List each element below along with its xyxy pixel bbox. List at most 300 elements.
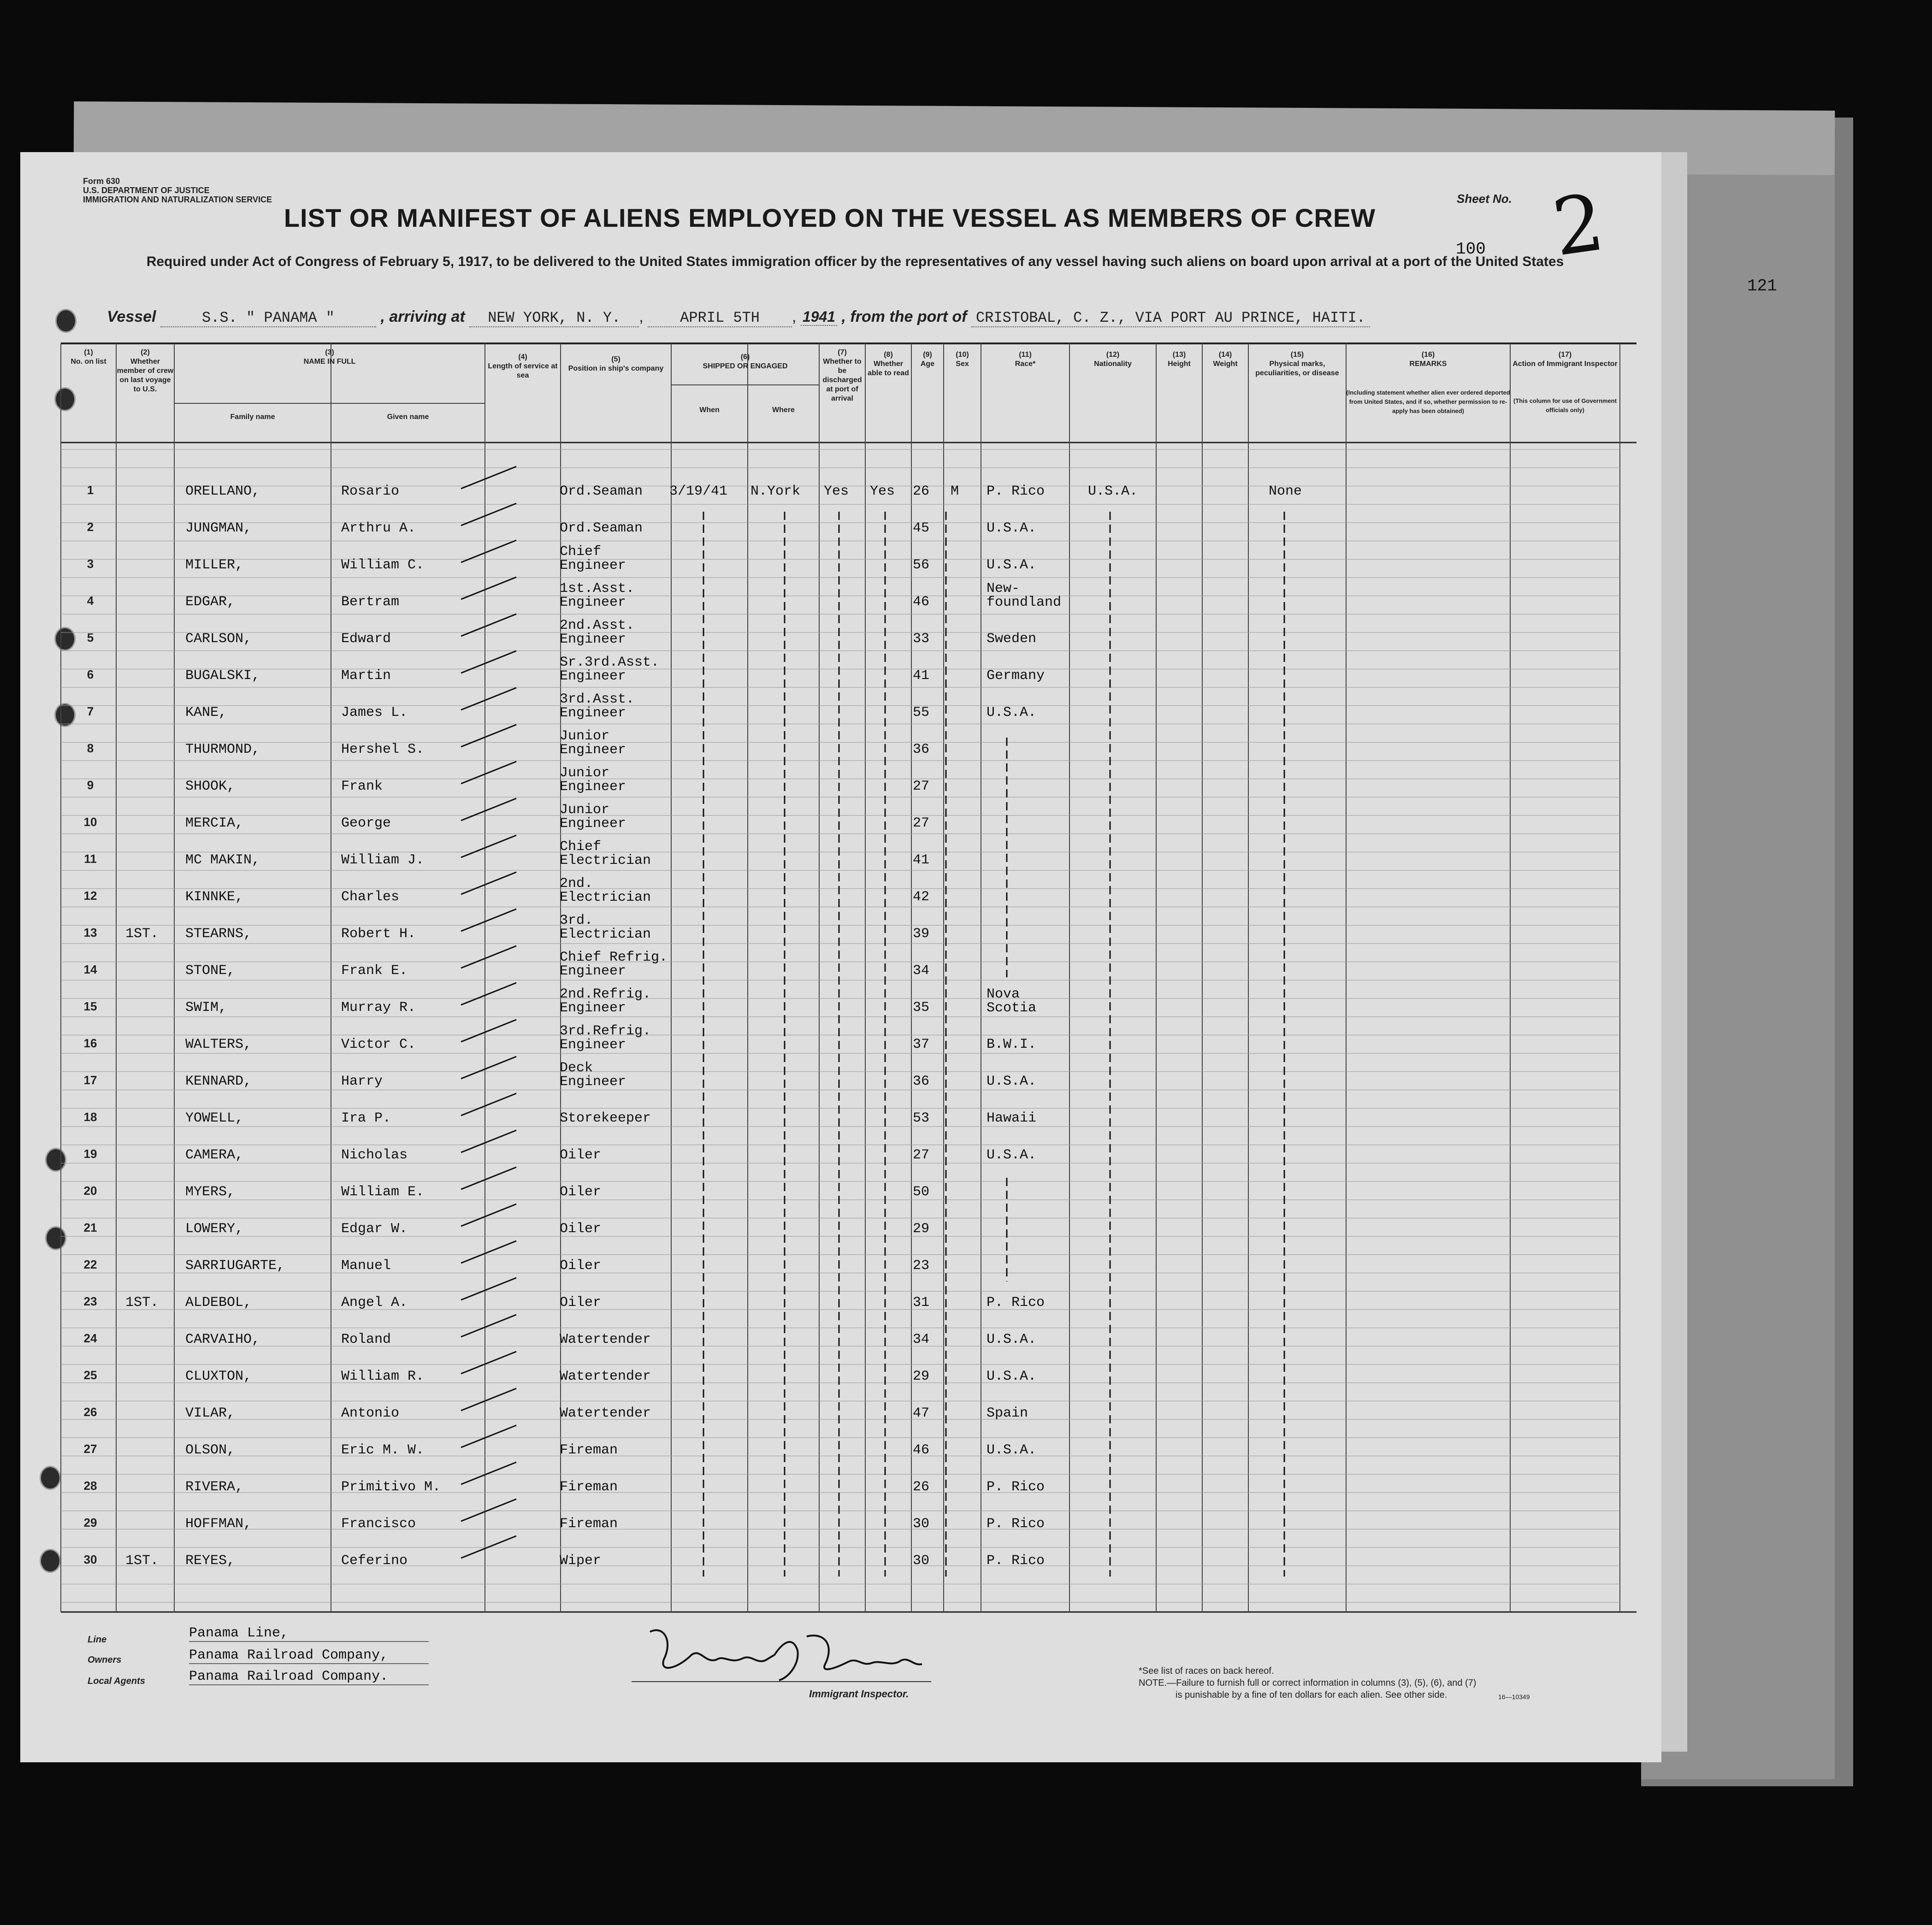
family-name-cell: WALTERS, [185,1037,252,1052]
race-cell: Spain [987,1405,1028,1421]
row-number: 7 [87,704,94,718]
family-name-cell: LOWERY, [185,1221,244,1237]
age-cell: 53 [913,1110,930,1126]
race-cell: Nova Scotia [987,986,1037,1016]
position-cell: Oiler [560,1258,602,1274]
position-cell: Chief Refrig. Engineer [560,950,668,979]
column-number: (7) [838,348,847,356]
length-of-service-slash [461,1352,516,1374]
given-name-cell: Primitivo M. [341,1479,441,1495]
age-cell: 26 [913,1479,930,1495]
row-number: 13 [83,926,97,939]
column-header [1346,388,1510,416]
row-number: 19 [83,1147,97,1161]
length-of-service-slash [461,1241,516,1263]
column-header [174,348,485,366]
family-name-cell: REYES, [185,1553,236,1569]
row-number: 14 [83,962,97,976]
arriving-value: NEW YORK, N. Y. [469,309,639,327]
race-cell: P. Rico [987,1553,1045,1569]
position-cell: Ord.Seaman [560,484,643,499]
print-code: 16—10349 [1498,1693,1530,1701]
race-cell: U.S.A. [987,1074,1037,1089]
column-number: (1) [84,348,93,356]
arriving-label: , arriving at [380,308,465,325]
age-cell: 55 [913,705,930,720]
race-cell: Sweden [987,631,1037,647]
race-cell: U.S.A. [987,557,1037,573]
race-cell: Germany [987,668,1045,684]
column-label: SHIPPED OR ENGAGED [703,362,788,370]
given-name-cell: Roland [341,1332,391,1347]
family-name-cell: JUNGMAN, [185,520,252,536]
family-name-cell: HOFFMAN, [185,1516,252,1532]
row-number: 26 [83,1405,97,1419]
row-number: 11 [84,852,97,866]
fine-note-cont: is punishable by a fine of ten dollars for each alien. See other side. [1176,1690,1448,1700]
signature-caption: Immigrant Inspector. [809,1688,909,1700]
length-of-service-slash [461,1167,516,1189]
race-cell: U.S.A. [987,1442,1037,1458]
row-number: 6 [87,667,94,681]
vessel-line: Vessel S.S. " PANAMA " , arriving at NEW YORK, N. Y. , APRIL 5TH , 1941 , from the port of CRISTOBAL, C. Z., VIA PORT AU PRINCE, HAITI. [107,308,1370,326]
given-name-cell: Edward [341,631,391,647]
age-cell: 50 [913,1184,930,1200]
row-number: 30 [83,1553,97,1566]
position-cell: Junior Engineer [560,802,626,832]
row-number: 17 [83,1073,97,1087]
age-cell: 27 [913,779,930,794]
position-cell: Chief Electrician [560,839,651,868]
row-number: 21 [83,1221,97,1234]
shipped-where-cell: N.York [750,484,801,499]
age-cell: 45 [913,520,930,536]
given-name-cell: Rosario [341,484,400,499]
race-cell: U.S.A. [987,1332,1037,1347]
row-number: 29 [83,1516,97,1529]
given-name-cell: George [341,815,391,831]
date-value: APRIL 5TH [648,309,792,327]
position-cell: Junior Engineer [560,765,626,795]
column-header [865,350,911,378]
age-cell: 46 [913,594,930,610]
column-label: (This column for use of Government officials only) [1513,397,1617,413]
from-value: CRISTOBAL, C. Z., VIA PORT AU PRINCE, HAITI. [971,309,1370,327]
column-label: NAME IN FULL [303,358,356,366]
given-name-cell: Frank E. [341,963,408,979]
position-cell: 3rd. Electrician [560,913,651,942]
column-label: Whether able to read [868,360,909,377]
age-cell: 27 [913,815,930,831]
given-name-cell: Frank [341,779,383,794]
family-name-cell: MERCIA, [185,815,244,831]
row-number: 12 [83,889,97,903]
column-label: REMARKS [1409,360,1447,368]
race-cell: U.S.A. [987,1369,1037,1384]
age-cell: 26 [913,484,930,499]
family-name-cell: VILAR, [185,1405,236,1421]
position-cell: Oiler [560,1184,602,1200]
page-title: LIST OR MANIFEST OF ALIENS EMPLOYED ON THE VESSEL AS MEMBERS OF CREW [284,203,1376,232]
line-value: Panama Line, [189,1625,429,1642]
column-label: Nationality [1094,360,1132,368]
family-name-cell: EDGAR, [185,594,236,610]
position-cell: Fireman [560,1516,618,1532]
family-name-cell: MYERS, [185,1184,236,1200]
length-of-service-slash [461,872,516,894]
nationality-cell: U.S.A. [1088,484,1138,499]
column-header [116,348,174,394]
given-name-cell: William R. [341,1369,425,1384]
row-number: 16 [83,1036,97,1050]
given-name-cell: Bertram [341,594,400,610]
family-name-cell: CARLSON, [185,631,252,647]
family-name-cell: RIVERA, [185,1479,244,1495]
age-cell: 36 [913,1074,930,1089]
family-name-cell: CARVAIHO, [185,1332,260,1347]
age-cell: 29 [913,1221,930,1237]
length-of-service-slash [461,1462,516,1484]
length-of-service-slash [461,688,516,710]
position-cell: Oiler [560,1221,602,1237]
family-name-cell: SARRIUGARTE, [185,1258,285,1274]
sheet-no-label: Sheet No. [1457,192,1512,206]
given-name-cell: Francisco [341,1516,416,1532]
length-of-service-slash [461,1425,516,1447]
row-number: 4 [87,594,94,608]
row-number: 3 [87,557,94,571]
family-name-cell: KENNARD, [185,1074,252,1089]
physical-marks-cell: None [1269,484,1302,499]
column-label: Sex [956,360,969,368]
position-cell: Deck Engineer [560,1060,626,1090]
column-label: Height [1168,360,1191,368]
given-name-cell: Angel A. [341,1295,408,1311]
position-cell: Sr.3rd.Asst. Engineer [560,655,660,684]
age-cell: 36 [913,742,930,757]
race-cell: P. Rico [987,1516,1045,1532]
given-name-cell: Hershel S. [341,742,425,757]
age-cell: 30 [913,1516,930,1532]
given-name-cell: Robert H. [341,926,416,942]
age-cell: 29 [913,1369,930,1384]
column-label: Position in ship's company [568,365,664,372]
position-cell: 2nd.Refrig. Engineer [560,986,651,1016]
owners-label: Owners [88,1655,122,1665]
races-note: *See list of races on back hereof. [1139,1666,1274,1676]
column-header [1202,350,1248,369]
given-name-cell: Eric M. W. [341,1442,425,1458]
row-number: 23 [83,1294,97,1308]
given-name-cell: Antonio [341,1405,400,1421]
shipped-when-cell: 3/19/41 [669,484,728,499]
age-cell: 42 [913,889,930,905]
position-cell: 3rd.Refrig. Engineer [560,1023,651,1053]
column-label: Given name [387,413,429,421]
family-name-cell: KANE, [185,705,227,720]
family-name-cell: MILLER, [185,557,244,573]
column-number: (17) [1558,351,1572,359]
column-label: No. on list [71,358,106,366]
row-number: 25 [83,1368,97,1382]
column-header [331,413,485,422]
position-cell: Ord.Seaman [560,520,643,536]
column-number: (12) [1106,351,1120,359]
column-header [981,350,1069,369]
agents-value: Panama Railroad Company. [189,1669,429,1685]
column-number: (6) [740,353,750,361]
length-of-service-slash [461,1057,516,1079]
age-cell: 34 [913,1332,930,1347]
position-cell: Junior Engineer [560,728,626,758]
family-name-cell: YOWELL, [185,1110,244,1126]
position-cell: Watertender [560,1369,651,1384]
given-name-cell: Martin [341,668,391,684]
column-label: Race* [1015,360,1036,368]
column-number: (4) [518,353,527,361]
age-cell: 27 [913,1147,930,1163]
race-cell: U.S.A. [987,705,1037,720]
row-number: 5 [87,631,94,644]
column-header [174,413,331,422]
length-of-service-slash [461,503,516,526]
column-header [1248,350,1346,378]
age-cell: 56 [913,557,930,573]
stamp-number: 100 [1456,240,1486,259]
family-name-cell: CLUXTON, [185,1369,252,1384]
margin-number: 121 [1747,277,1777,295]
column-header [561,355,671,373]
race-cell: New- foundland [987,581,1062,610]
position-cell: Storekeeper [560,1110,651,1126]
length-of-service-slash [461,651,516,673]
given-name-cell: Harry [341,1074,383,1089]
column-label: Where [772,406,795,414]
length-of-service-slash [461,1536,516,1558]
given-name-cell: Edgar W. [341,1221,408,1237]
column-label: Physical marks, peculiarities, or disease [1255,360,1339,377]
form-id: Form 630 U.S. DEPARTMENT OF JUSTICE IMMIGRATION AND NATURALIZATION SERVICE [83,177,272,204]
row-number: 22 [83,1258,97,1271]
column-number: (2) [141,348,150,356]
age-cell: 37 [913,1037,930,1052]
age-cell: 41 [913,668,930,684]
length-of-service-slash [461,466,516,489]
position-cell: Oiler [560,1295,602,1311]
column-header [1069,350,1156,369]
column-number: (11) [1019,351,1032,359]
column-number: (9) [923,351,932,359]
position-cell: 1st.Asst. Engineer [560,581,635,610]
family-name-cell: STONE, [185,963,236,979]
race-cell: U.S.A. [987,1147,1037,1163]
column-header [61,348,116,366]
length-of-service-slash [461,1020,516,1042]
position-cell: 3rd.Asst. Engineer [560,691,635,721]
column-label: Whether member of crew on last voyage to U.S. [117,358,174,393]
column-label: Age [920,360,935,368]
row-number: 1 [87,483,94,497]
column-number: (14) [1218,351,1232,359]
position-cell: Fireman [560,1442,618,1458]
column-label: (Including statement whether alien ever ordered deported from United States, and if so, whether permission to re-apply has been obtained) [1346,389,1510,414]
length-of-service-slash [461,835,516,857]
length-of-service-slash [461,1499,516,1521]
column-header [748,406,819,415]
race-cell: P. Rico [987,484,1045,499]
row-number: 20 [83,1184,97,1198]
length-of-service-slash [461,725,516,747]
vessel-label: Vessel [107,308,156,325]
length-of-service-slash [461,1130,516,1152]
age-cell: 33 [913,631,930,647]
column-number: (10) [956,351,969,359]
inspector-signature [632,1623,931,1687]
last-voyage-cell: 1ST. [125,926,159,942]
row-number: 9 [87,778,94,792]
race-cell: Hawaii [987,1110,1037,1126]
position-cell: Fireman [560,1479,618,1495]
fine-note: NOTE.—Failure to furnish full or correct information in columns (3), (5), (6), and (7) [1139,1678,1477,1688]
column-header [944,350,981,369]
sex-cell: M [951,484,959,499]
column-header [1510,396,1620,415]
column-label: When [699,406,720,414]
position-cell: Oiler [560,1147,602,1163]
age-cell: 35 [913,1000,930,1016]
age-cell: 30 [913,1553,930,1569]
position-cell: 2nd.Asst. Engineer [560,618,635,647]
length-of-service-slash [461,1278,516,1300]
race-cell: P. Rico [987,1479,1045,1495]
given-name-cell: Nicholas [341,1147,408,1163]
position-cell: Watertender [560,1405,651,1421]
position-cell: Watertender [560,1332,651,1347]
column-header [1346,350,1510,369]
column-number: (3) [325,348,334,356]
race-cell: P. Rico [987,1295,1045,1311]
from-label: , from the port of [841,308,967,325]
age-cell: 31 [913,1295,930,1311]
column-label: Weight [1213,360,1238,368]
given-name-cell: Ceferino [341,1553,408,1569]
family-name-cell: ALDEBOL, [185,1295,252,1311]
column-header [671,353,819,371]
family-name-cell: KINNKE, [185,889,244,905]
column-header [485,353,561,380]
position-cell: Wiper [560,1553,602,1569]
column-label: Family name [230,413,275,421]
last-voyage-cell: 1ST. [125,1295,159,1311]
position-cell: 2nd. Electrician [560,876,651,905]
column-number: (16) [1421,351,1435,359]
column-label: Whether to be discharged at port of arrival [822,358,862,402]
row-number: 8 [87,741,94,755]
given-name-cell: James L. [341,705,408,720]
age-cell: 47 [913,1405,930,1421]
row-number: 18 [83,1110,97,1124]
row-number: 27 [83,1442,97,1456]
vessel-value: S.S. " PANAMA " [160,309,376,327]
length-of-service-slash [461,983,516,1005]
signature-graphic [632,1623,931,1687]
given-name-cell: Murray R. [341,1000,416,1016]
family-name-cell: BUGALSKI, [185,668,260,684]
length-of-service-slash [461,1093,516,1116]
family-name-cell: SWIM, [185,1000,227,1016]
length-of-service-slash [461,1204,516,1226]
row-number: 15 [83,999,97,1013]
family-name-cell: OLSON, [185,1442,236,1458]
agents-label: Local Agents [88,1676,145,1686]
family-name-cell: THURMOND, [185,742,260,757]
column-header [671,406,748,415]
given-name-cell: Arthru A. [341,520,416,536]
column-number: (8) [884,351,893,359]
owners-value: Panama Railroad Company, [189,1647,429,1664]
family-name-cell: ORELLANO, [185,484,260,499]
column-number: (5) [611,355,620,363]
given-name-cell: Charles [341,889,400,905]
column-number: (15) [1290,351,1304,359]
row-number: 28 [83,1479,97,1493]
year-value: 1941 [801,308,837,326]
age-cell: 39 [913,926,930,942]
length-of-service-slash [461,762,516,784]
column-header [1510,350,1620,369]
given-name-cell: William E. [341,1184,425,1200]
race-cell: U.S.A. [987,520,1037,536]
sheet-no-value: 2 [1547,177,1610,274]
family-name-cell: CAMERA, [185,1147,244,1163]
last-voyage-cell: 1ST. [125,1553,159,1569]
page-subtitle: Required under Act of Congress of February 5, 1917, to be delivered to the United States immigration officer by the representatives of any vessel having such aliens on board upon arrival at a port of the United States [146,254,1564,269]
age-cell: 41 [913,852,930,868]
row-number: 24 [83,1331,97,1345]
discharged-cell: Yes [824,484,849,499]
family-name-cell: STEARNS, [185,926,252,942]
length-of-service-slash [461,946,516,968]
position-cell: Chief Engineer [560,544,626,573]
length-of-service-slash [461,1315,516,1337]
column-header [911,350,944,369]
given-name-cell: William C. [341,557,425,573]
column-header [1156,350,1202,369]
row-number: 2 [87,520,94,534]
family-name-cell: MC MAKIN, [185,852,260,868]
given-name-cell: Ira P. [341,1110,391,1126]
given-name-cell: Manuel [341,1258,391,1274]
length-of-service-slash [461,614,516,636]
age-cell: 46 [913,1442,930,1458]
length-of-service-slash [461,1388,516,1411]
given-name-cell: Victor C. [341,1037,416,1052]
column-number: (13) [1172,351,1186,359]
length-of-service-slash [461,798,516,821]
column-header [819,348,865,403]
row-number: 10 [83,815,97,829]
length-of-service-slash [461,909,516,931]
age-cell: 34 [913,963,930,979]
column-label: Length of service at sea [488,362,558,379]
family-name-cell: SHOOK, [185,779,236,794]
given-name-cell: William J. [341,852,425,868]
age-cell: 23 [913,1258,930,1274]
race-cell: B.W.I. [987,1037,1037,1052]
column-label: Action of Immigrant Inspector [1513,360,1618,368]
line-label: Line [88,1635,107,1645]
able-to-read-cell: Yes [870,484,895,499]
